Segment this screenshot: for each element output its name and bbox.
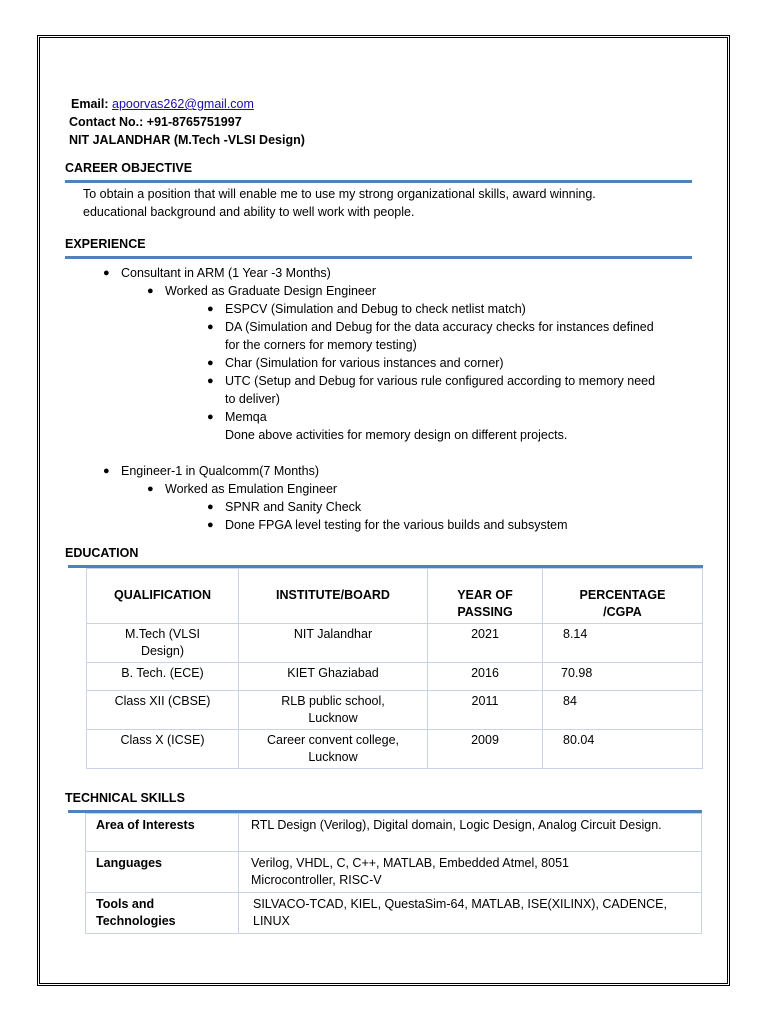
job-1-title (103, 264, 331, 282)
header-percentage: PERCENTAGE /CGPA (543, 569, 703, 624)
cell-year: 2011 (428, 691, 543, 730)
job-2-tasks (207, 498, 725, 534)
cell-qualification: M.Tech (VLSI Design) (87, 624, 239, 663)
college-line: NIT JALANDHAR (M.Tech -VLSI Design) (69, 133, 305, 147)
objective-text (83, 185, 596, 221)
section-rule (65, 256, 692, 259)
cell-institute: RLB public school, Lucknow (239, 691, 428, 730)
email-label: Email: (71, 97, 109, 111)
skill-values: RTL Design (Verilog), Digital domain, Logic Design, Analog Circuit Design. (239, 814, 702, 852)
table-row (86, 814, 702, 852)
bullet-icon: ● (147, 483, 154, 495)
job-1-tasks (207, 300, 725, 444)
contact-number: Contact No.: +91-8765751997 (69, 115, 242, 129)
list-item: ● Char (Simulation for various instances and corner) (207, 356, 504, 370)
cell-percentage: 8.14 (543, 624, 703, 663)
job-role-text: Worked as Graduate Design Engineer (165, 284, 376, 298)
bullet-icon: ● (207, 519, 214, 531)
skill-values: SILVACO-TCAD, KIEL, QuestaSim-64, MATLAB, ISE(XILINX), CADENCE, LINUX (239, 893, 702, 934)
job-1-role (147, 282, 376, 300)
table-row (86, 893, 702, 934)
cell-year: 2016 (428, 663, 543, 691)
header-qualification: QUALIFICATION (87, 569, 239, 624)
header-institute: INSTITUTE/BOARD (239, 569, 428, 624)
table-row (87, 663, 703, 691)
email-line (71, 97, 254, 111)
cell-percentage: 70.98 (543, 663, 703, 691)
technical-skills-heading: TECHNICAL SKILLS (65, 791, 185, 805)
list-item: ● DA (Simulation and Debug for the data accuracy checks for instances defined (207, 320, 654, 334)
bullet-icon: ● (103, 465, 110, 477)
skill-category: Area of Interests (86, 814, 239, 852)
bullet-icon: ● (207, 303, 214, 315)
cell-year: 2021 (428, 624, 543, 663)
bullet-icon: ● (207, 321, 214, 333)
list-item: ● Memqa (207, 410, 267, 424)
experience-heading: EXPERIENCE (65, 237, 146, 251)
cell-percentage: 84 (543, 691, 703, 730)
cell-institute: NIT Jalandhar (239, 624, 428, 663)
cell-qualification: Class X (ICSE) (87, 730, 239, 769)
bullet-icon: ● (207, 357, 214, 369)
list-item-continuation: for the corners for memory testing) (225, 338, 417, 352)
cell-institute: KIET Ghaziabad (239, 663, 428, 691)
cell-institute: Career convent college, Lucknow (239, 730, 428, 769)
table-row (87, 624, 703, 663)
list-item: ● ESPCV (Simulation and Debug to check netlist match) (207, 302, 526, 316)
skill-category: Languages (86, 852, 239, 893)
job-2-title (103, 462, 319, 480)
section-rule (65, 180, 692, 183)
objective-line-2: educational background and ability to well work with people. (83, 205, 415, 219)
bullet-icon: ● (147, 285, 154, 297)
table-row (87, 691, 703, 730)
skill-category: Tools and Technologies (86, 893, 239, 934)
bullet-icon: ● (103, 267, 110, 279)
career-objective-heading: CAREER OBJECTIVE (65, 161, 193, 175)
education-table (86, 568, 703, 769)
list-item: ● Done FPGA level testing for the various builds and subsystem (207, 518, 568, 532)
cell-qualification: B. Tech. (ECE) (87, 663, 239, 691)
list-item-continuation: to deliver) (225, 392, 280, 406)
job-2-role (147, 480, 338, 498)
job-role-text: Worked as Emulation Engineer (165, 482, 338, 496)
table-row (87, 730, 703, 769)
bullet-icon: ● (207, 375, 214, 387)
education-heading: EDUCATION (65, 546, 139, 560)
skill-values: Verilog, VHDL, C, C++, MATLAB, Embedded Atmel, 8051 Microcontroller, RISC-V (239, 852, 702, 893)
list-item-continuation: Done above activities for memory design on different projects. (225, 428, 568, 442)
email-link[interactable]: apoorvas262@gmail.com (112, 97, 254, 111)
job-title-text: Consultant in ARM (1 Year -3 Months) (121, 266, 331, 280)
job-title-text: Engineer-1 in Qualcomm(7 Months) (121, 464, 319, 478)
skills-table (85, 813, 702, 934)
list-item: ● SPNR and Sanity Check (207, 500, 362, 514)
table-header-row (87, 569, 703, 624)
cell-qualification: Class XII (CBSE) (87, 691, 239, 730)
bullet-icon: ● (207, 411, 214, 423)
cell-year: 2009 (428, 730, 543, 769)
header-year: YEAR OF PASSING (428, 569, 543, 624)
cell-percentage: 80.04 (543, 730, 703, 769)
table-row (86, 852, 702, 893)
list-item: ● UTC (Setup and Debug for various rule configured according to memory need (207, 374, 656, 388)
bullet-icon: ● (207, 501, 214, 513)
objective-line-1: To obtain a position that will enable me to use my strong organizational skills, award winning. (83, 187, 596, 201)
